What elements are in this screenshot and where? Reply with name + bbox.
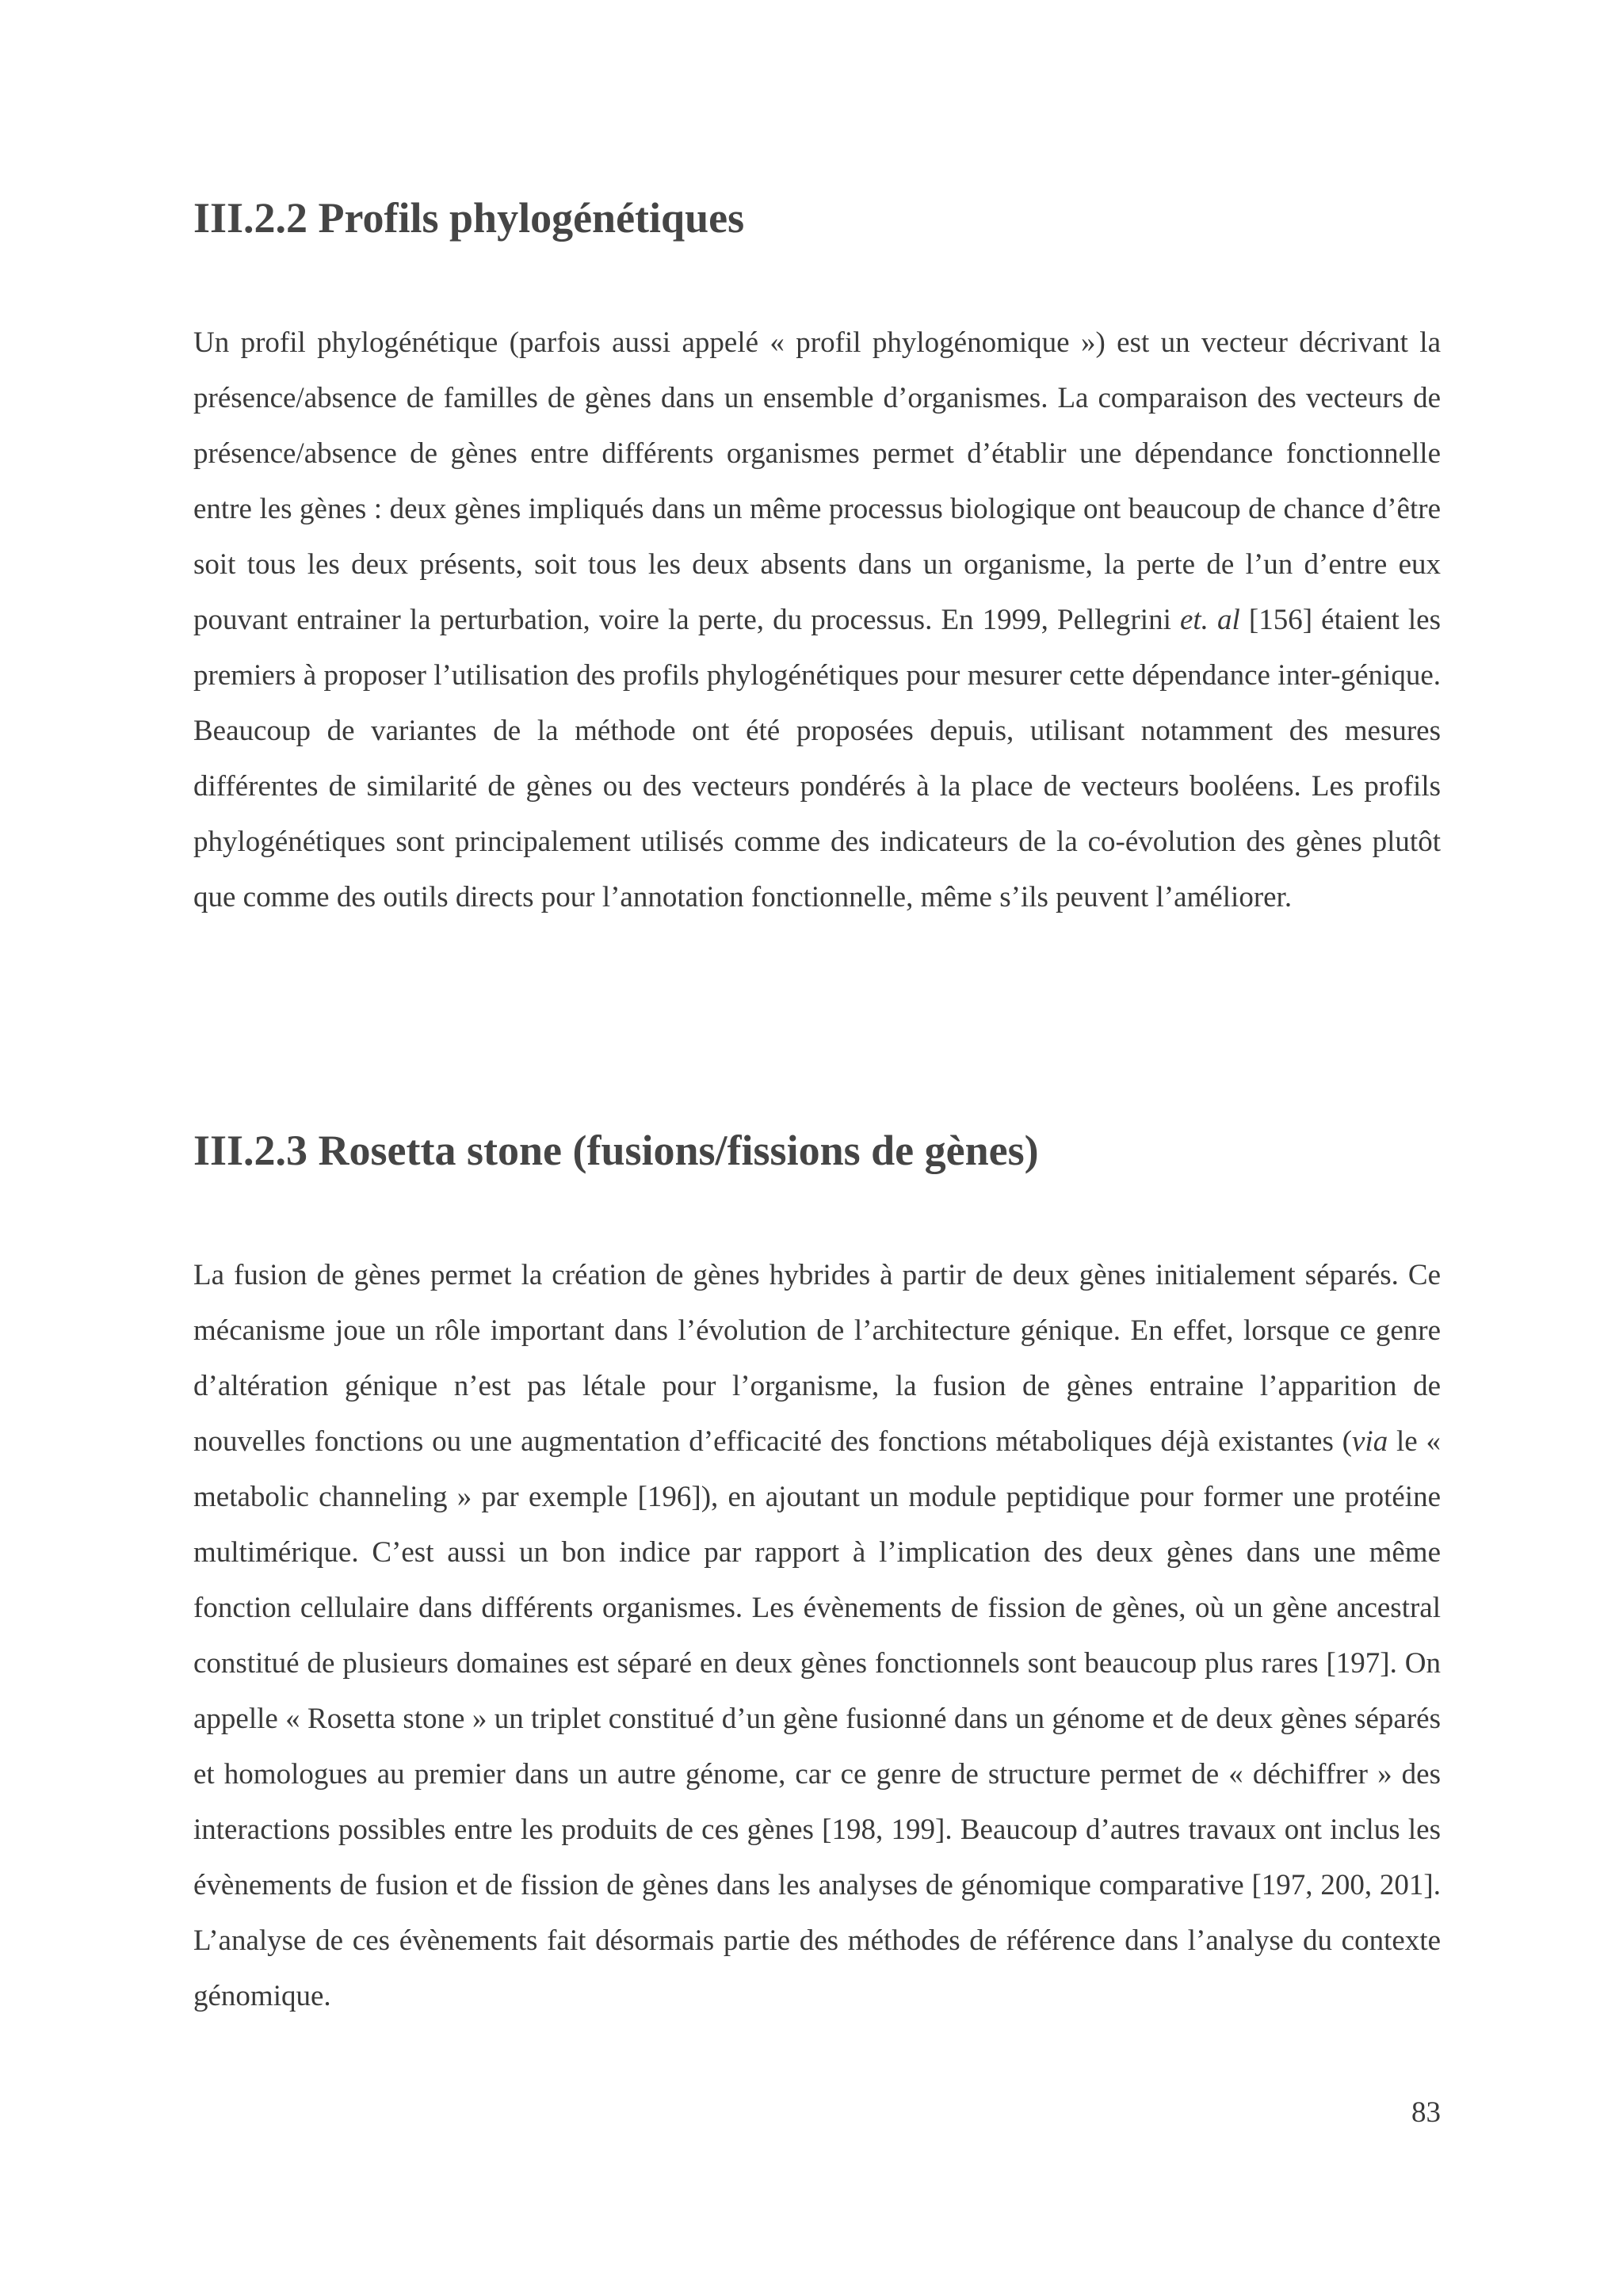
section-heading-profils-phylogenetiques: III.2.2 Profils phylogénétiques [193, 194, 745, 242]
section-paragraph-rosetta-stone [193, 1248, 1441, 2024]
paragraph-text-run: [156] étaient les premiers à proposer l’utilisation des profils phylogénétiques pour mesurer cette dépendance inter-génique. Beaucoup de variantes de la méthode ont été proposées depuis, utilisant notamment des mesures différentes de similarité de gènes ou des vecteurs pondérés à la place de vecteurs booléens. Les profils phylogénétiques sont principalement utilisés comme des indicateurs de la co-évolution des gènes plutôt que comme des outils directs pour l’annotation fonctionnelle, même s’ils peuvent l’améliorer. [193, 604, 1441, 913]
section-heading-rosetta-stone: III.2.3 Rosetta stone (fusions/fissions de gènes) [193, 1127, 1039, 1174]
section-paragraph-profils-phylogenetiques [193, 315, 1441, 925]
paragraph-text-run: La fusion de gènes permet la création de gènes hybrides à partir de deux gènes initialement séparés. Ce mécanisme joue un rôle important dans l’évolution de l’architecture génique. En effet, lorsque ce genre d’altération génique n’est pas létale pour l’organisme, la fusion de gènes entraine l’apparition de nouvelles fonctions ou une augmentation d’efficacité des fonctions métaboliques déjà existantes ( [193, 1259, 1441, 1458]
paragraph-italic-run: via [1352, 1425, 1388, 1458]
paragraph-text-run: le « metabolic channeling » par exemple [196]), en ajoutant un module peptidique pour former une protéine multimérique. C’est aussi un bon indice par rapport à l’implication des deux gènes dans une même fonction cellulaire dans différents organismes. Les évènements de fission de gènes, où un gène ancestral constitué de plusieurs domaines est séparé en deux gènes fonctionnels sont beaucoup plus rares [197]. On appelle « Rosetta stone » un triplet constitué d’un gène fusionné dans un génome et de deux gènes séparés et homologues au premier dans un autre génome, car ce genre de structure permet de « déchiffrer » des interactions possibles entre les produits de ces gènes [198, 199]. Beaucoup d’autres travaux ont inclus les évènements de fusion et de fission de gènes dans les analyses de génomique comparative [197, 200, 201]. L’analyse de ces évènements fait désormais partie des méthodes de référence dans l’analyse du contexte génomique. [193, 1425, 1441, 2012]
page-number: 83 [1411, 2096, 1441, 2129]
paragraph-text-run: Un profil phylogénétique (parfois aussi appelé « profil phylogénomique ») est un vecteur décrivant la présence/absence de familles de gènes dans un ensemble d’organismes. La comparaison des vecteurs de présence/absence de gènes entre différents organismes permet d’établir une dépendance fonctionnelle entre les gènes : deux gènes impliqués dans un même processus biologique ont beaucoup de chance d’être soit tous les deux présents, soit tous les deux absents dans un organisme, la perte de l’un d’entre eux pouvant entrainer la perturbation, voire la perte, du processus. En 1999, Pellegrini [193, 326, 1441, 636]
paragraph-italic-run: et. al [1179, 604, 1240, 636]
